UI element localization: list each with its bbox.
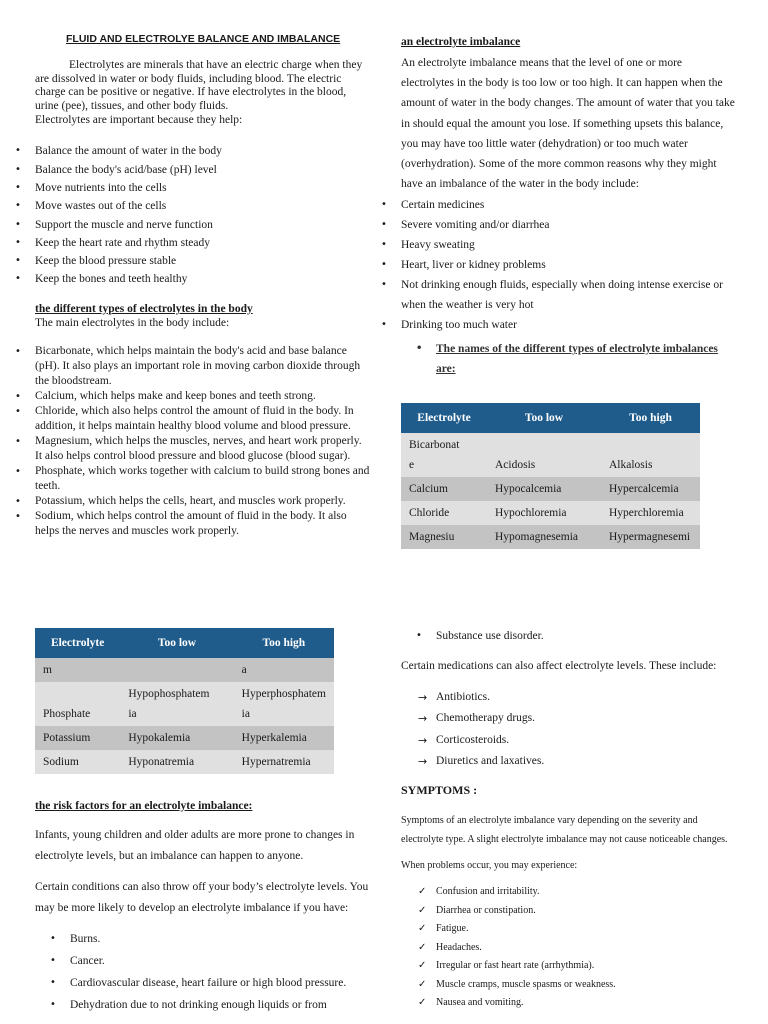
substance-list (436, 628, 736, 644)
table-cell: Hypochloremia (487, 501, 601, 525)
table-cell: Hyperchloremia (601, 501, 700, 525)
table-cell: Hyperkalemia (234, 726, 334, 750)
col-header-electrolyte: Electrolyte (401, 403, 487, 433)
col-header-too-high: Too high (601, 403, 700, 433)
table-cell: Hypernatremia (234, 750, 334, 774)
list-item: • Dehydration due to not drinking enough liquids or from (70, 994, 370, 1016)
intro-help-line: Electrolytes are important because they help: (35, 114, 243, 127)
table-row (35, 726, 334, 750)
list-item: → Diuretics and laxatives. (436, 751, 736, 772)
risk-paragraph-2: Certain conditions can also throw off your body’s electrolyte levels. You may be more likely to develop an electrolyte imbalance if you have: (35, 881, 369, 914)
meds-intro: Certain medications can also affect electrolyte levels. These include: (401, 660, 717, 672)
risk-paragraph-1: Infants, young children and older adults are more prone to changes in electrolyte levels, but an imbalance can happen to anyone. (35, 829, 355, 862)
list-item: ✓ Headaches. (436, 939, 736, 958)
list-item: • Move wastes out of the cells (35, 197, 370, 215)
list-item: • Bicarbonate, which helps maintain the body's acid and base balance (pH). It also plays an important role in moving carbon dioxide through the bloodstream. (35, 344, 370, 389)
list-item: ✓ Muscle cramps, muscle spasms or weakness. (436, 976, 736, 995)
list-item: • Certain medicines (401, 195, 736, 215)
symptoms-when: When problems occur, you may experience: (401, 860, 578, 872)
risk-heading: the risk factors for an electrolyte imbalance: (35, 800, 253, 812)
meds-list (436, 687, 736, 772)
left-top-column (35, 33, 370, 539)
types-heading: the different types of electrolytes in the body (35, 302, 253, 315)
col-header-too-low: Too low (487, 403, 601, 433)
table-row (35, 658, 334, 682)
table-cell: Sodium (35, 750, 120, 774)
list-item: ✓ Confusion and irritability. (436, 883, 736, 902)
reasons-list (401, 195, 736, 335)
table-cell: a (234, 658, 334, 682)
table-cell: Hypokalemia (120, 726, 233, 750)
table-row (401, 501, 700, 525)
list-item: • Support the muscle and nerve function (35, 216, 370, 234)
table-row (401, 477, 700, 501)
right-top-column (401, 34, 736, 379)
list-item: → Corticosteroids. (436, 730, 736, 751)
table-cell: Hypercalcemia (601, 477, 700, 501)
table-cell: Phosphate (35, 682, 120, 726)
list-item: • Potassium, which helps the cells, heart, and muscles work properly. (35, 494, 370, 509)
table-cell: Hyperphosphatem ia (234, 682, 334, 726)
list-item: • Balance the amount of water in the body (35, 142, 370, 160)
list-item: • Calcium, which helps make and keep bones and teeth strong. (35, 389, 370, 404)
list-item: • Sodium, which helps control the amount of fluid in the body. It also helps the nerves and muscles work properly. (35, 509, 370, 539)
imbalance-heading: an electrolyte imbalance (401, 36, 521, 48)
list-item: • Magnesium, which helps the muscles, nerves, and heart work properly. It also helps control blood pressure and blood glucose (blood sugar). (35, 434, 370, 464)
list-item: • Burns. (70, 928, 370, 950)
list-item: ✓ Diarrhea or constipation. (436, 902, 736, 921)
table-row (401, 525, 700, 549)
table-cell: Magnesiu (401, 525, 487, 549)
list-item: ✓ Fatigue. (436, 920, 736, 939)
list-item: • Heart, liver or kidney problems (401, 255, 736, 275)
table-cell (120, 658, 233, 682)
table-cell: Alkalosis (601, 433, 700, 477)
table-cell: Hypocalcemia (487, 477, 601, 501)
risk-list (70, 928, 370, 1016)
list-item: • Keep the bones and teeth healthy (35, 270, 370, 288)
list-item: • Phosphate, which works together with calcium to build strong bones and teeth. (35, 464, 370, 494)
list-item: • Chloride, which also helps control the amount of fluid in the body. In addition, it helps maintain healthy blood volume and blood pressure. (35, 404, 370, 434)
list-item: • Cancer. (70, 950, 370, 972)
table-row (35, 750, 334, 774)
col-header-electrolyte: Electrolyte (35, 628, 120, 658)
list-item: ✓ Nausea and vomiting. (436, 994, 736, 1013)
imbalance-table-bottom (35, 628, 334, 774)
list-item: • Drinking too much water (401, 315, 736, 335)
table-cell: Chloride (401, 501, 487, 525)
col-header-too-low: Too low (120, 628, 233, 658)
table-cell: Acidosis (487, 433, 601, 477)
types-intro: The main electrolytes in the body include: (35, 316, 230, 329)
list-item: → Antibiotics. (436, 687, 736, 708)
symptoms-paragraph: Symptoms of an electrolyte imbalance vary depending on the severity and electrolyte type. A slight electrolyte imbalance may not cause noticeable changes. (401, 815, 728, 846)
list-item: • Cardiovascular disease, heart failure or high blood pressure. (70, 972, 370, 994)
right-bottom-column (401, 628, 736, 1013)
table-row (35, 682, 334, 726)
table-cell: Hypermagnesemi (601, 525, 700, 549)
list-item: • Keep the heart rate and rhythm steady (35, 234, 370, 252)
table-row (401, 433, 700, 477)
help-list (35, 142, 370, 288)
list-item: • Keep the blood pressure stable (35, 252, 370, 270)
intro-paragraph: Electrolytes are minerals that have an electric charge when they are dissolved in water or body fluids, including blood. The electric charge can be positive or negative. If have electrolytes in the blood, urine (pee), tissues, and other body fluids. (35, 59, 363, 112)
table-cell: Potassium (35, 726, 120, 750)
table-cell: Hypomagnesemia (487, 525, 601, 549)
symptoms-list (436, 883, 736, 1013)
list-item: • Severe vomiting and/or diarrhea (401, 215, 736, 235)
imbalance-table-top (401, 403, 700, 549)
names-heading: • The names of the different types of electrolyte imbalances are: (436, 339, 736, 379)
list-item: • Balance the body's acid/base (pH) level (35, 161, 370, 179)
names-heading-list (436, 339, 736, 379)
types-list (35, 344, 370, 539)
symptoms-heading: SYMPTOMS : (401, 783, 478, 798)
list-item: • Not drinking enough fluids, especially when doing intense exercise or when the weather is very hot (401, 275, 736, 315)
table-cell: Hypophosphatem ia (120, 682, 233, 726)
table-cell: Bicarbonat e (401, 433, 487, 477)
list-item: ✓ Irregular or fast heart rate (arrhythmia). (436, 957, 736, 976)
table-cell: Calcium (401, 477, 487, 501)
table-cell: m (35, 658, 120, 682)
list-item: → Chemotherapy drugs. (436, 708, 736, 729)
document-title: FLUID AND ELECTROLYE BALANCE AND IMBALANCE (66, 33, 341, 45)
list-item: • Move nutrients into the cells (35, 179, 370, 197)
list-item: • Heavy sweating (401, 235, 736, 255)
table-cell: Hyponatremia (120, 750, 233, 774)
col-header-too-high: Too high (234, 628, 334, 658)
list-item: • Substance use disorder. (436, 628, 736, 644)
imbalance-paragraph: An electrolyte imbalance means that the level of one or more electrolytes in the body is too low or too high. It can happen when the amount of water in the body changes. The amount of water that you take in should equal the amount you lose. If something upsets this balance, you may have too little water (dehydration) or too much water (overhydration). Some of the more common reasons why they might have an imbalance of the water in the body include: (401, 57, 735, 191)
left-bottom-column (35, 798, 370, 1016)
